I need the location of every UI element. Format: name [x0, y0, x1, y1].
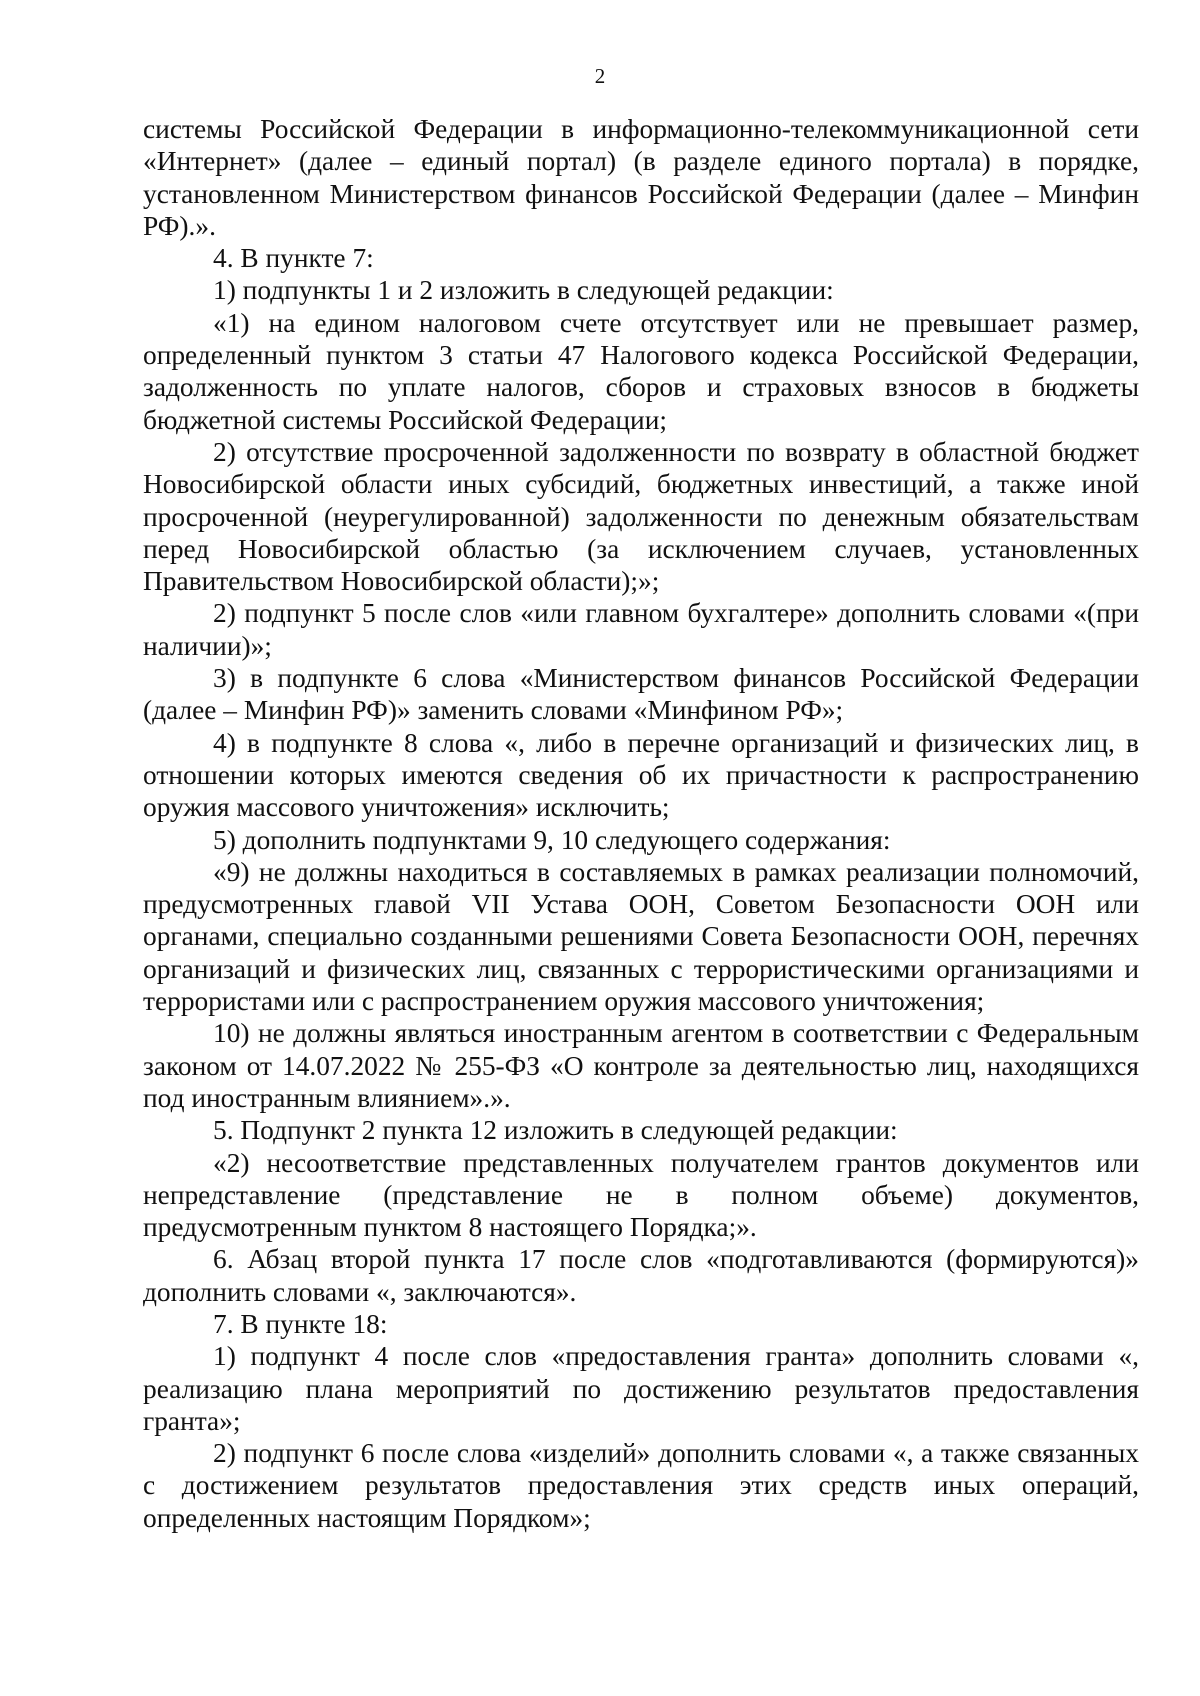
- paragraph-subitem: 1) подпункт 4 после слов «предоставления гранта» дополнить словами «, реализацию плана мероприятий по достижению результатов предоставления гранта»;: [143, 1341, 1139, 1436]
- paragraph-subitem: 2) подпункт 5 после слов «или главном бухгалтере» дополнить словами «(при наличии)»;: [143, 598, 1139, 661]
- paragraph-subitem: 2) подпункт 6 после слова «изделий» дополнить словами «, а также связанных с достижением результатов предоставления этих средств иных операций, определенных настоящим Порядком»;: [143, 1438, 1139, 1533]
- paragraph-continuation: системы Российской Федерации в информационно-телекоммуникационной сети «Интернет» (далее – единый портал) (в разделе единого портала) в порядке, установленном Министерством финансов Российской Федерации (далее – Минфин РФ).».: [143, 114, 1139, 241]
- paragraph-item-4: 4. В пункте 7:: [213, 243, 374, 274]
- paragraph-subitem: 2) отсутствие просроченной задолженности по возврату в областной бюджет Новосибирской области иных субсидий, бюджетных инвестиций, а также иной просроченной (неурегулированной) задолженности по денежным обязательствам перед Новосибирской областью (за исключением случаев, установленных Правительством Новосибирской области);»;: [143, 436, 1139, 597]
- paragraph-quote: «2) несоответствие представленных получателем грантов документов или непредставление (представление не в полном объеме) документов, предусмотренным пунктом 8 настоящего Порядка;».: [143, 1147, 1139, 1243]
- paragraph-item-5: 5. Подпункт 2 пункта 12 изложить в следующей редакции:: [213, 1115, 898, 1146]
- document-body: [143, 113, 1139, 1534]
- paragraph-quote: «9) не должны находиться в составляемых в рамках реализации полномочий, предусмотренных главой VII Устава ООН, Советом Безопасности ООН или органами, специально созданными решениями Совета Безопасности ООН, перечнях организаций и физических лиц, связанных с террористическими организациями и террористами или с распространением оружия массового уничтожения;: [143, 856, 1139, 1017]
- paragraph-subitem: 10) не должны являться иностранным агентом в соответствии с Федеральным законом от 14.07.2022 № 255-ФЗ «О контроле за деятельностью лиц, находящихся под иностранным влиянием».».: [143, 1018, 1139, 1113]
- paragraph-subitem: 4) в подпункте 8 слова «, либо в перечне организаций и физических лиц, в отношении которых имеются сведения об их причастности к распространению оружия массового уничтожения» исключить;: [143, 727, 1139, 823]
- paragraph-item-7: 7. В пункте 18:: [213, 1308, 388, 1339]
- paragraph-subitem: 3) в подпункте 6 слова «Министерством финансов Российской Федерации (далее – Минфин РФ)» заменить словами «Минфином РФ»;: [143, 663, 1139, 726]
- paragraph-subitem: 1) подпункты 1 и 2 изложить в следующей редакции:: [213, 275, 834, 306]
- paragraph-item-6: 6. Абзац второй пункта 17 после слов «подготавливаются (формируются)» дополнить словами «, заключаются».: [143, 1244, 1139, 1307]
- page-number: 2: [594, 64, 606, 88]
- paragraph-quote: «1) на едином налоговом счете отсутствует или не превышает размер, определенный пунктом 3 статьи 47 Налогового кодекса Российской Федерации, задолженность по уплате налогов, сборов и страховых взносов в бюджеты бюджетной системы Российской Федерации;: [143, 307, 1139, 435]
- paragraph-subitem: 5) дополнить подпунктами 9, 10 следующего содержания:: [213, 824, 891, 855]
